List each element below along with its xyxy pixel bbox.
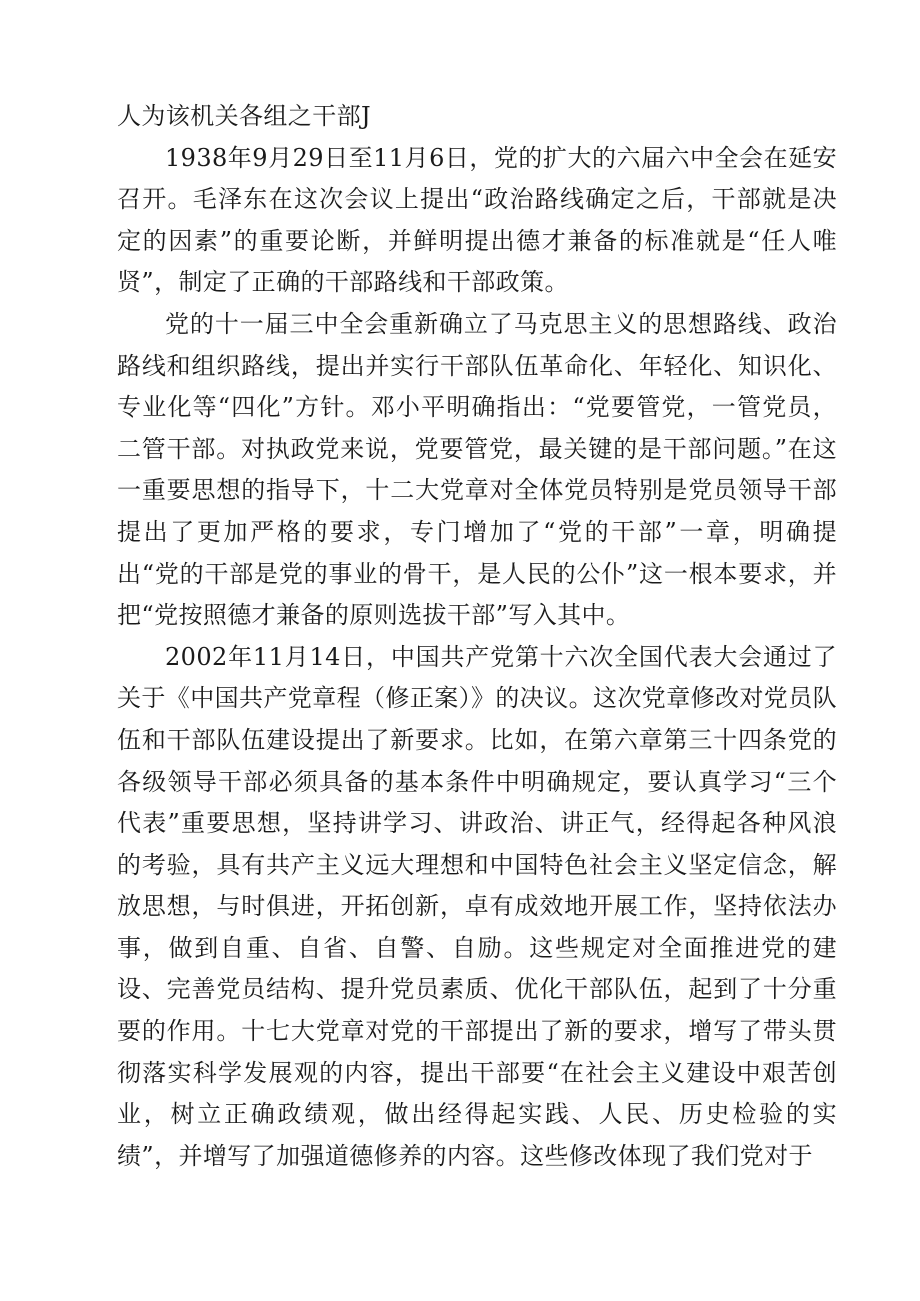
paragraph-3: 党的十一届三中全会重新确立了马克思主义的思想路线、政治路线和组织路线，提出并实行干部队伍革命化、年轻化、知识化、专业化等“四化”方针。邓小平明确指出：“党要管党，一管党员，二管干部。对执政党来说，党要管党，最关键的是干部问题。”在这一重要思想的指导下，十二大党章对全体党员特别是党员领导干部提出了更加严格的要求，专门增加了“党的干部”一章，明确提出“党的干部是党的事业的骨干，是人民的公仆”这一根本要求，并把“党按照德才兼备的原则选拔干部”写入其中。 [117, 309, 837, 630]
paragraph-2: 1938年9月29日至11月6日，党的扩大的六届六中全会在延安召开。毛泽东在这次会议上提出“政治路线确定之后，干部就是决定的因素”的重要论断，并鲜明提出德才兼备的标准就是“任人唯贤”，制定了正确的干部路线和干部政策。 [117, 143, 837, 297]
paragraph-1: 人为该机关各组之干部J [117, 102, 372, 130]
paragraph-4: 2002年11月14日，中国共产党第十六次全国代表大会通过了关于《中国共产党章程（修正案）》的决议。这次党章修改对党员队伍和干部队伍建设提出了新要求。比如，在第六章第三十四条党的各级领导干部必须具备的基本条件中明确规定，要认真学习“三个代表”重要思想，坚持讲学习、讲政治、讲正气，经得起各种风浪的考验，具有共产主义远大理想和中国特色社会主义坚定信念，解放思想，与时俱进，开拓创新，卓有成效地开展工作，坚持依法办事，做到自重、自省、自警、自励。这些规定对全面推进党的建设、完善党员结构、提升党员素质、优化干部队伍，起到了十分重要的作用。十七大党章对党的干部提出了新的要求，增写了带头贯彻落实科学发展观的内容，提出干部要“在社会主义建设中艰苦创业，树立正确政绩观，做出经得起实践、人民、历史检验的实绩”，并增写了加强道德修养的内容。这些修改体现了我们党对于 [117, 642, 837, 1170]
document-body [117, 96, 837, 1177]
